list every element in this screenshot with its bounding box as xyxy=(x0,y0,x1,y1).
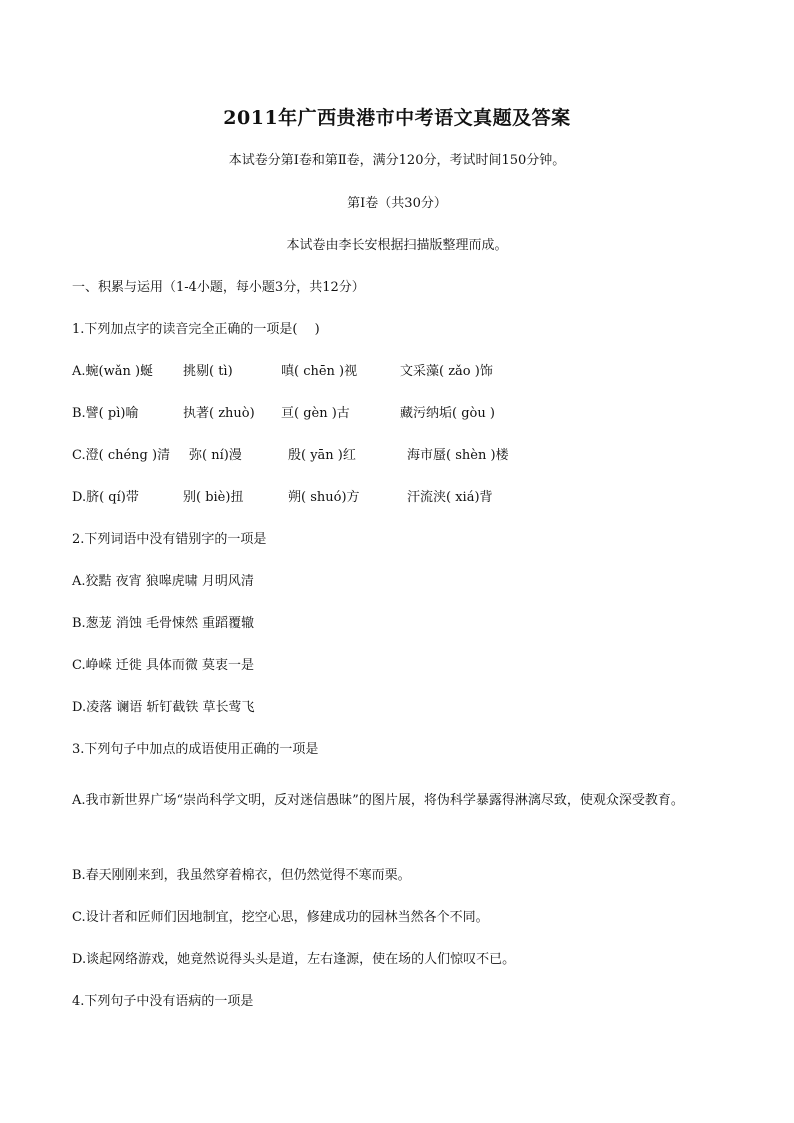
question-2-stem: 2.下列词语中没有错别字的一项是 xyxy=(72,532,267,547)
option-d-item-4: 汗流浃( xiá)背 xyxy=(407,490,493,505)
option-d-item-2: 别( biè)扭 xyxy=(183,490,244,505)
question-2-option-c: C.峥嵘 迁徙 具体而微 莫衷一是 xyxy=(72,658,255,673)
option-a-item-3: 嗔( chēn )视 xyxy=(281,364,358,379)
option-b-item-4: 藏污纳垢( gòu ) xyxy=(400,406,495,421)
question-2-option-b: B.葱茏 消蚀 毛骨悚然 重蹈覆辙 xyxy=(72,616,255,631)
option-a-item-2: 挑剔( tì) xyxy=(183,364,233,379)
option-c-item-2: 弥( ní)漫 xyxy=(189,448,242,463)
question-3-option-d: D.谈起网络游戏，她竟然说得头头是道，左右逢源，使在场的人们惊叹不已。 xyxy=(72,952,516,967)
question-2-option-d: D.凌落 谰语 斩钉截铁 草长莺飞 xyxy=(72,700,255,715)
option-b-item-2: 执著( zhuò) xyxy=(183,406,255,421)
option-d-item-1: D.脐( qí)带 xyxy=(72,490,139,505)
question-3-stem: 3.下列句子中加点的成语使用正确的一项是 xyxy=(72,742,319,757)
document-title: 2011年广西贵港市中考语文真题及答案 xyxy=(223,107,571,129)
question-3-option-c: C.设计者和匠师们因地制宜，挖空心思，修建成功的园林当然各个不同。 xyxy=(72,910,489,925)
option-b-item-1: B.譬( pì)喻 xyxy=(72,406,139,421)
option-a-item-1: A.蜿(wǎn )蜒 xyxy=(72,364,154,379)
option-c-item-3: 殷( yān )红 xyxy=(288,448,356,463)
option-c-item-1: C.澄( chéng )清 xyxy=(72,448,171,463)
question-2-option-a: A.狡黠 夜宵 狼嗥虎啸 月明风清 xyxy=(72,574,254,589)
question-3-option-a: A.我市新世界广场“崇尚科学文明，反对迷信愚昧”的图片展，将伪科学暴露得淋漓尽致，使观众深受教育。 xyxy=(72,793,684,808)
section-one-heading: 一、积累与运用（1-4小题，每小题3分，共12分） xyxy=(72,280,365,295)
question-1-stem: 1.下列加点字的读音完全正确的一项是( ) xyxy=(72,322,320,337)
transcription-note: 本试卷由李长安根据扫描版整理而成。 xyxy=(286,238,508,253)
volume-one-heading: 第Ⅰ卷（共30分） xyxy=(347,196,447,211)
option-b-item-3: 亘( gèn )古 xyxy=(281,406,350,421)
option-a-item-4: 文采藻( zǎo )饰 xyxy=(400,364,493,379)
option-d-item-3: 朔( shuó)方 xyxy=(288,490,360,505)
question-4-stem: 4.下列句子中没有语病的一项是 xyxy=(72,994,254,1009)
exam-intro: 本试卷分第Ⅰ卷和第Ⅱ卷，满分120分，考试时间150分钟。 xyxy=(228,153,566,168)
option-c-item-4: 海市蜃( shèn )楼 xyxy=(407,448,509,463)
question-3-option-b: B.春天刚刚来到，我虽然穿着棉衣，但仍然觉得不寒而栗。 xyxy=(72,868,411,883)
